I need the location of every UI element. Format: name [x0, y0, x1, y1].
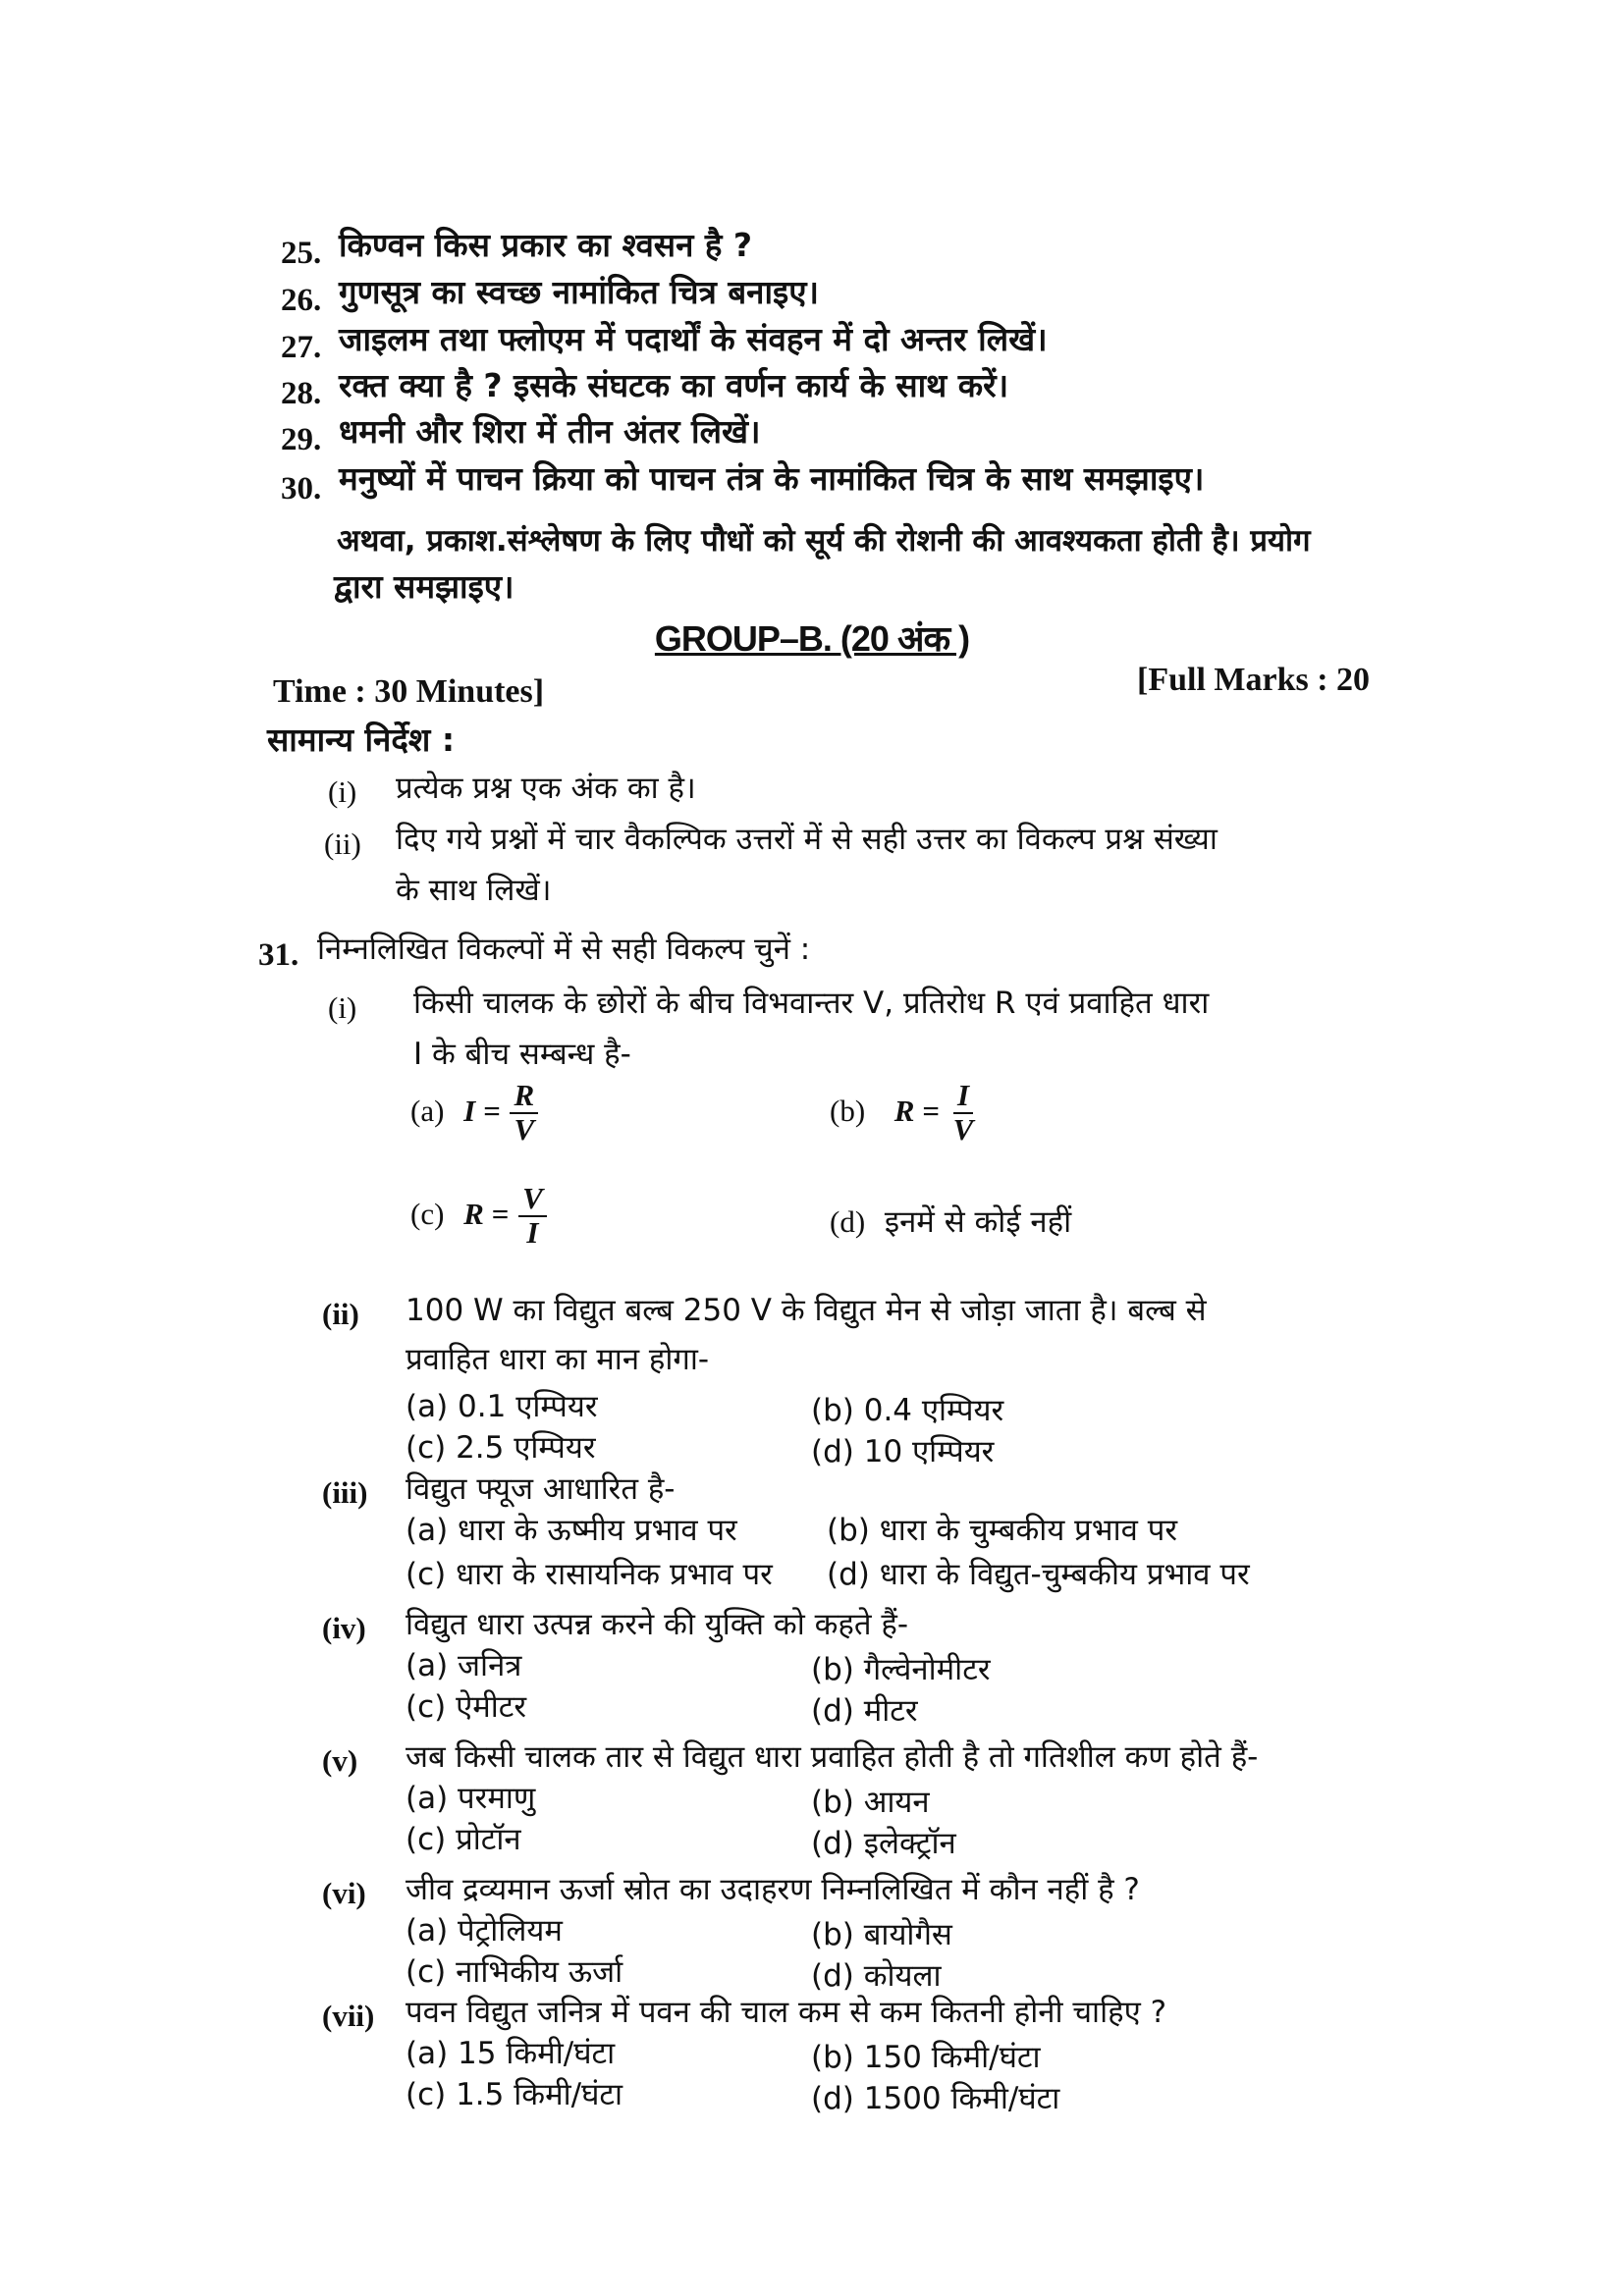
fraction — [518, 1183, 547, 1249]
option-c: (c) नाभिकीय ऊर्जा — [406, 1954, 623, 1990]
option-b — [830, 1080, 977, 1146]
group-b-title-text: GROUP–B. (20 अंक ) — [654, 618, 970, 659]
sub-text: जीव द्रव्यमान ऊर्जा स्रोत का उदाहरण निम्नलिखित में कौन नहीं है ? — [406, 1872, 1140, 1907]
question-text: मनुष्यों में पाचन क्रिया को पाचन तंत्र के नामांकित चित्र के साथ समझाइए। — [339, 459, 1205, 498]
numerator: V — [518, 1183, 547, 1217]
option-text: इनमें से कोई नहीं — [884, 1204, 1072, 1240]
option-a: (a) जनित्र — [406, 1648, 522, 1683]
option-d: (d) धारा के विद्युत-चुम्बकीय प्रभाव पर — [827, 1557, 1250, 1592]
option-b: (b) गैल्वेनोमीटर — [811, 1652, 991, 1687]
option-label: (b) — [830, 1094, 866, 1129]
instruction-text: प्रत्येक प्रश्न एक अंक का है। — [396, 771, 696, 806]
option-b: (b) आयन — [811, 1785, 930, 1820]
question-number: 26. — [281, 283, 322, 318]
question-text: रक्त क्या है ? इसके संघटक का वर्णन कार्य के साथ करें। — [339, 366, 1009, 404]
denominator: I — [526, 1214, 539, 1250]
option-a: (a) धारा के ऊष्मीय प्रभाव पर — [406, 1513, 737, 1548]
option-d: (d) कोयला — [811, 1958, 942, 1994]
question-text: धमनी और शिरा में तीन अंतर लिखें। — [339, 412, 761, 451]
full-marks-label: [Full Marks : 20 — [1137, 662, 1371, 698]
sub-text: जब किसी चालक तार से विद्युत धारा प्रवाहित होती है तो गतिशील कण होते हैं- — [406, 1739, 1259, 1775]
question-31-text: निम्नलिखित विकल्पों में से सही विकल्प चुनें : — [317, 932, 811, 967]
question-number: 29. — [281, 422, 322, 457]
option-b: (b) 0.4 एम्पियर — [811, 1393, 1004, 1428]
formula-lhs: I = — [463, 1094, 501, 1129]
group-b-title — [0, 614, 1624, 662]
sub-number: (vii) — [322, 1999, 375, 2033]
option-a: (a) 15 किमी/घंटा — [406, 2036, 616, 2071]
option-c: (c) प्रोटॉन — [406, 1822, 521, 1857]
question-number: 28. — [281, 376, 322, 411]
option-b: (b) धारा के चुम्बकीय प्रभाव पर — [827, 1513, 1178, 1548]
instruction-number: (i) — [328, 774, 357, 809]
formula-lhs: R = — [463, 1197, 510, 1232]
sub-text: 100 W का विद्युत बल्ब 250 V के विद्युत मेन से जोड़ा जाता है। बल्ब से — [406, 1293, 1207, 1328]
instruction-text-cont: के साथ लिखें। — [396, 873, 552, 908]
numerator: R — [510, 1080, 538, 1114]
question-30-alternative-cont: द्वारा समझाइए। — [334, 567, 514, 606]
question-text: गुणसूत्र का स्वच्छ नामांकित चित्र बनाइए। — [339, 273, 819, 311]
instruction-text: दिए गये प्रश्नों में चार वैकल्पिक उत्तरों में से सही उत्तर का विकल्प प्रश्न संख्या — [396, 822, 1218, 857]
sub-number: (v) — [322, 1743, 358, 1778]
option-a — [410, 1080, 538, 1146]
fraction — [949, 1080, 978, 1146]
option-label: (c) — [410, 1197, 445, 1232]
formula-lhs: R = — [893, 1094, 940, 1129]
sub-text: पवन विद्युत जनित्र में पवन की चाल कम से कम कितनी होनी चाहिए ? — [406, 1995, 1167, 2030]
option-c: (c) 2.5 एम्पियर — [406, 1430, 596, 1466]
question-number: 30. — [281, 471, 322, 507]
question-number: 27. — [281, 330, 322, 365]
sub-text: विद्युत धारा उत्पन्न करने की युक्ति को कहते हैं- — [406, 1607, 909, 1642]
option-b: (b) 150 किमी/घंटा — [811, 2040, 1041, 2075]
instruction-number: (ii) — [324, 827, 361, 861]
option-d: (d) इलेक्ट्रॉन — [811, 1826, 956, 1861]
sub-number: (iv) — [322, 1611, 366, 1645]
sub-number: (vi) — [322, 1876, 366, 1910]
option-c: (c) ऐमीटर — [406, 1689, 527, 1725]
question-30-alternative: अथवा, प्रकाश.संश्लेषण के लिए पौधों को सूर्य की रोशनी की आवश्यकता होती है। प्रयोग — [337, 523, 1311, 559]
option-b: (b) बायोगैस — [811, 1917, 952, 1952]
option-label: (a) — [410, 1094, 445, 1129]
question-number: 25. — [281, 236, 322, 271]
option-c: (c) 1.5 किमी/घंटा — [406, 2077, 623, 2112]
sub-text: किसी चालक के छोरों के बीच विभवान्तर V, प्रतिरोध R एवं प्रवाहित धारा — [413, 986, 1210, 1021]
sub-number: (iii) — [322, 1475, 368, 1510]
instructions-heading: सामान्य निर्देश : — [267, 721, 456, 759]
option-a: (a) 0.1 एम्पियर — [406, 1389, 598, 1424]
question-31-number: 31. — [258, 937, 299, 973]
option-d: (d) मीटर — [811, 1693, 918, 1729]
question-text: जाइलम तथा फ्लोएम में पदार्थों के संवहन में दो अन्तर लिखें। — [339, 320, 1048, 358]
denominator: V — [952, 1111, 974, 1147]
option-d: (d) 10 एम्पियर — [811, 1434, 995, 1469]
option-c — [410, 1183, 547, 1249]
sub-text-cont: प्रवाहित धारा का मान होगा- — [406, 1342, 710, 1377]
sub-number: (i) — [328, 990, 357, 1025]
option-d — [830, 1205, 1071, 1239]
numerator: I — [953, 1080, 973, 1114]
time-label: Time : 30 Minutes] — [273, 673, 545, 710]
sub-text-cont: I के बीच सम्बन्ध है- — [413, 1037, 631, 1072]
sub-text: विद्युत फ्यूज आधारित है- — [406, 1471, 676, 1507]
option-a: (a) पेट्रोलियम — [406, 1913, 563, 1949]
option-a: (a) परमाणु — [406, 1781, 536, 1816]
denominator: V — [514, 1111, 535, 1147]
option-c: (c) धारा के रासायनिक प्रभाव पर — [406, 1557, 773, 1592]
question-text: किण्वन किस प्रकार का श्वसन है ? — [339, 226, 753, 264]
fraction — [510, 1080, 538, 1146]
option-label: (d) — [830, 1204, 866, 1239]
option-d: (d) 1500 किमी/घंटा — [811, 2081, 1060, 2116]
sub-number: (ii) — [322, 1297, 359, 1331]
